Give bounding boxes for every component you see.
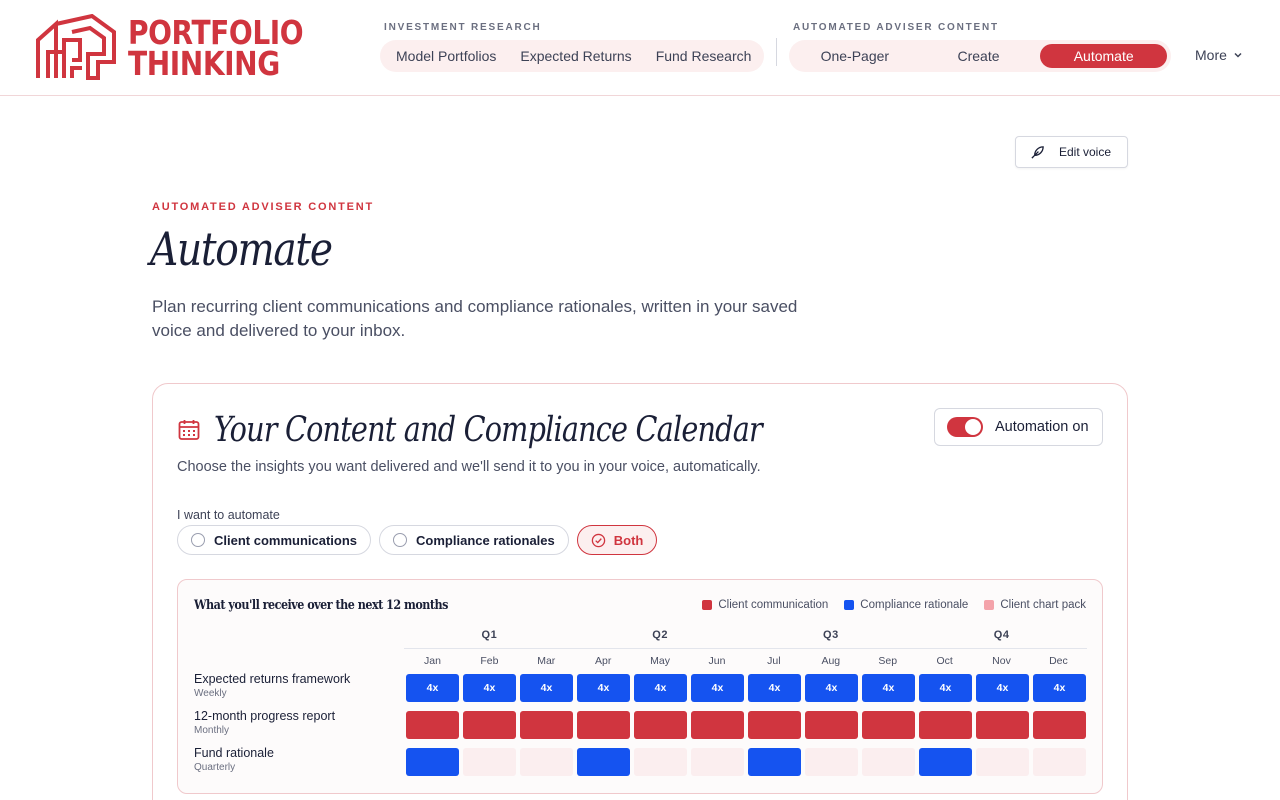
schedule-cell[interactable] <box>805 748 858 776</box>
schedule-cell[interactable]: 4x <box>976 674 1029 702</box>
nav-adviser-group <box>789 22 1171 72</box>
row-cells-progress-report <box>406 711 1086 739</box>
option-client-communications[interactable] <box>177 525 371 555</box>
schedule-cell[interactable]: 4x <box>691 674 744 702</box>
schedule-cell[interactable] <box>520 748 573 776</box>
schedule-cell[interactable] <box>1033 748 1086 776</box>
schedule-cell[interactable]: 4x <box>805 674 858 702</box>
more-label: More <box>1195 47 1227 63</box>
row-frequency: Quarterly <box>194 762 236 773</box>
row-frequency: Weekly <box>194 688 227 699</box>
row-frequency: Monthly <box>194 725 230 736</box>
top-header <box>0 0 1280 96</box>
switch-knob <box>965 419 981 435</box>
calendar-title: Your Content and Compliance Calendar <box>214 410 762 450</box>
row-label-expected-returns <box>194 672 350 699</box>
brand-line-2: THINKING <box>128 44 280 83</box>
automation-switch[interactable] <box>947 417 983 437</box>
schedule-cell[interactable] <box>748 748 801 776</box>
schedule-cell[interactable]: 4x <box>919 674 972 702</box>
nav-create[interactable]: Create <box>957 48 1000 64</box>
legend-client-communication <box>702 599 828 611</box>
nav-fund-research[interactable]: Fund Research <box>655 48 752 64</box>
edit-voice-button[interactable] <box>1015 136 1128 168</box>
month-label: Nov <box>992 655 1011 667</box>
check-circle-icon <box>591 533 606 548</box>
option-both[interactable] <box>577 525 658 555</box>
automation-toggle[interactable] <box>934 408 1103 446</box>
legend-label: Compliance rationale <box>860 599 969 611</box>
month-label: Mar <box>537 655 556 667</box>
schedule-cell[interactable] <box>919 748 972 776</box>
grid-legend <box>702 599 1086 611</box>
more-menu-button[interactable] <box>1195 47 1243 63</box>
schedule-cell[interactable] <box>1033 711 1086 739</box>
schedule-cell[interactable] <box>520 711 573 739</box>
row-name: Expected returns framework <box>194 672 351 686</box>
nav-model-portfolios[interactable]: Model Portfolios <box>396 48 497 64</box>
schedule-cell[interactable]: 4x <box>463 674 516 702</box>
legend-client-chart-pack <box>984 599 1086 611</box>
option-label: Both <box>613 532 644 548</box>
schedule-cell[interactable] <box>976 711 1029 739</box>
month-headers <box>404 655 1087 667</box>
schedule-cell[interactable]: 4x <box>577 674 630 702</box>
page-description: Plan recurring client communications and compliance rationales, written in your saved voice and delivered to your inbox. <box>152 297 798 340</box>
schedule-cell[interactable] <box>634 711 687 739</box>
calendar-icon <box>177 418 201 442</box>
nav-automate[interactable]: Automate <box>1040 44 1167 68</box>
nav-adviser-pill <box>789 40 1171 72</box>
legend-swatch <box>702 600 712 610</box>
option-label: Compliance rationales <box>416 532 555 548</box>
schedule-cell[interactable] <box>634 748 687 776</box>
schedule-cell[interactable] <box>691 711 744 739</box>
legend-compliance-rationale <box>844 599 968 611</box>
feather-pen-icon <box>1030 145 1045 160</box>
schedule-cell[interactable] <box>691 748 744 776</box>
schedule-cell[interactable]: 4x <box>406 674 459 702</box>
edit-voice-label: Edit voice <box>1059 145 1112 159</box>
schedule-cell[interactable]: 4x <box>634 674 687 702</box>
schedule-cell[interactable] <box>577 748 630 776</box>
row-label-progress-report <box>194 709 335 736</box>
calendar-card <box>152 383 1128 800</box>
month-label: Feb <box>480 655 499 667</box>
schedule-cell[interactable] <box>463 711 516 739</box>
schedule-cell[interactable] <box>976 748 1029 776</box>
row-name: Fund rationale <box>194 746 274 760</box>
quarter-label: Q1 <box>481 629 498 641</box>
schedule-cell[interactable] <box>577 711 630 739</box>
grid-title: What you'll receive over the next 12 months <box>194 598 448 613</box>
schedule-cell[interactable]: 4x <box>520 674 573 702</box>
row-label-fund-rationale <box>194 746 274 773</box>
schedule-cell[interactable] <box>805 711 858 739</box>
legend-swatch <box>844 600 854 610</box>
schedule-cell[interactable] <box>406 748 459 776</box>
nav-expected-returns[interactable]: Expected Returns <box>520 48 632 64</box>
quarter-label: Q2 <box>652 629 668 641</box>
option-compliance-rationales[interactable] <box>379 525 569 555</box>
row-name: 12-month progress report <box>194 709 336 723</box>
month-label: Jun <box>708 655 726 667</box>
month-label: Jul <box>767 655 781 667</box>
elephant-logo-icon <box>34 14 118 82</box>
schedule-cell[interactable] <box>463 748 516 776</box>
brand-line-1: PORTFOLIO <box>128 13 304 52</box>
brand-logo[interactable] <box>34 14 334 82</box>
schedule-cell[interactable]: 4x <box>1033 674 1086 702</box>
nav-research-group <box>380 22 764 72</box>
month-label: Apr <box>595 655 612 667</box>
month-label: Dec <box>1049 655 1068 667</box>
nav-research-pill <box>380 40 764 72</box>
nav-divider <box>776 38 777 66</box>
chevron-down-icon <box>1233 50 1243 60</box>
page-eyebrow: AUTOMATED ADVISER CONTENT <box>152 201 375 213</box>
radio-unchecked-icon <box>191 533 205 547</box>
brand-wordmark <box>128 13 304 83</box>
nav-research-label: INVESTMENT RESEARCH <box>384 22 542 33</box>
row-cells-expected-returns <box>406 674 1086 702</box>
radio-unchecked-icon <box>393 533 407 547</box>
month-label: Oct <box>936 655 953 667</box>
legend-swatch <box>984 600 994 610</box>
automate-options <box>177 525 657 555</box>
delivery-schedule-grid <box>177 579 1103 794</box>
schedule-cell[interactable] <box>748 711 801 739</box>
quarter-headers <box>404 629 1087 649</box>
month-label: Jan <box>423 655 441 667</box>
schedule-cell[interactable] <box>862 748 915 776</box>
automate-choice-label: I want to automate <box>177 508 280 522</box>
legend-label: Client chart pack <box>1000 599 1086 611</box>
nav-adviser-label: AUTOMATED ADVISER CONTENT <box>793 22 999 33</box>
schedule-cell[interactable] <box>406 711 459 739</box>
nav-one-pager[interactable]: One-Pager <box>820 48 890 64</box>
schedule-cell[interactable]: 4x <box>748 674 801 702</box>
quarter-label: Q3 <box>823 629 839 641</box>
row-cells-fund-rationale <box>406 748 1086 776</box>
month-label: Aug <box>821 655 841 667</box>
option-label: Client communications <box>214 532 358 548</box>
page-title: Automate <box>150 222 332 276</box>
month-label: May <box>650 655 670 667</box>
legend-label: Client communication <box>718 599 829 611</box>
schedule-cell[interactable] <box>919 711 972 739</box>
quarter-label: Q4 <box>993 629 1010 641</box>
automation-label: Automation on <box>995 419 1089 435</box>
schedule-cell[interactable] <box>862 711 915 739</box>
month-label: Sep <box>878 655 898 667</box>
schedule-cell[interactable]: 4x <box>862 674 915 702</box>
calendar-description: Choose the insights you want delivered and we'll send it to you in your voice, automatically. <box>177 459 761 475</box>
